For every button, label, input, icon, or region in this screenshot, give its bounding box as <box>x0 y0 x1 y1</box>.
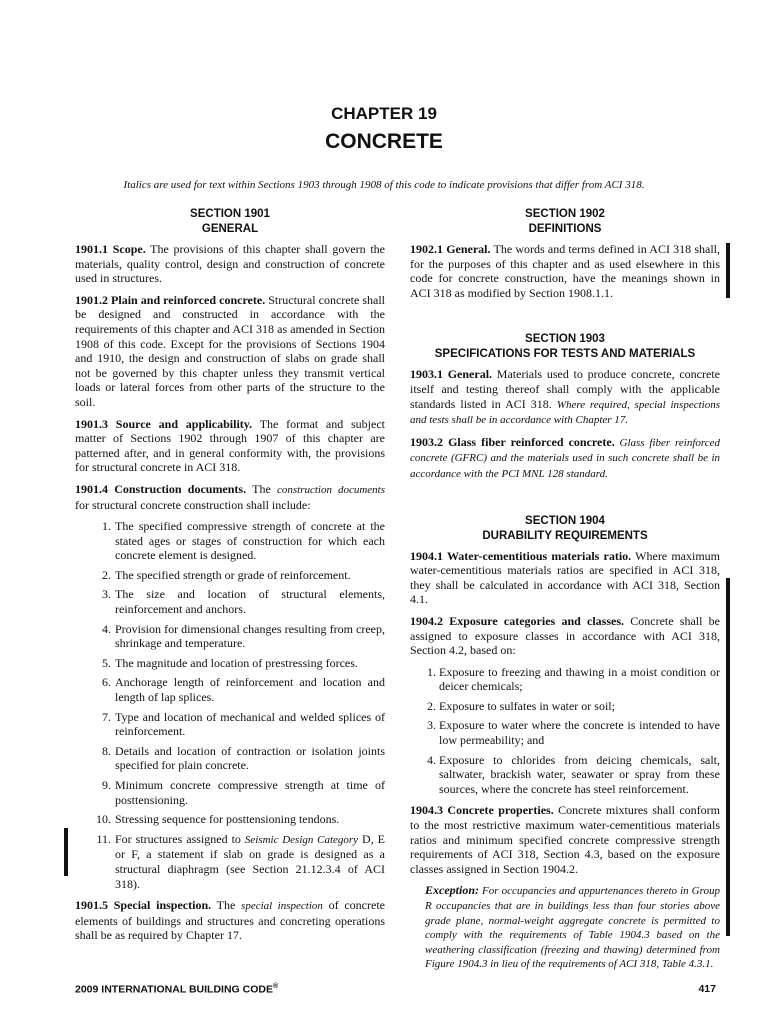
section-number: SECTION 1901 <box>190 208 270 220</box>
list-item <box>75 832 385 891</box>
list-text: For structures assigned to <box>115 831 245 846</box>
paragraph-1901-3 <box>75 417 385 475</box>
paragraph-body: The <box>211 898 242 913</box>
paragraph-1904-3 <box>410 803 720 876</box>
list-item <box>410 699 720 714</box>
section-1903-heading <box>410 332 720 362</box>
paragraph-1901-1 <box>75 242 385 286</box>
revision-bar <box>726 578 730 936</box>
section-1902-heading <box>410 207 720 237</box>
exception-heading: Exception: <box>425 883 479 898</box>
exception-body: For occupancies and appurtenances thereto in Group R occupancies that are in buildings less than four stories above grade plane, normal-weight aggregate concrete is permitted to comply with the requirements of Table 1904.3 based on the weathering classification (freezing and thawing) determined from Figure 1904.3 in lieu of the requirements of ACI 318, Table 4.3.1. <box>425 885 720 971</box>
list-text: Details and location of contraction or isolation joints specified for plain concrete. <box>115 743 385 773</box>
section-title: GENERAL <box>201 223 259 235</box>
paragraph-heading: 1903.1 General. <box>410 367 493 382</box>
list-number: 5. <box>102 655 111 670</box>
paragraph-heading: 1901.3 Source and applicability. <box>75 416 253 431</box>
paragraph-body: The provisions of this chapter shall govern the materials, quality control, design and construction of concrete used in structures. <box>75 242 386 286</box>
italic-text: Glass fiber reinforced concrete (GFRC) and the materials used in such concrete shall be in accordance with the PCI MNL 128 standard. <box>410 436 721 480</box>
list-text: Exposure to water where the concrete is intended to have low permeability; and <box>439 718 720 748</box>
section-1901-heading <box>75 207 385 237</box>
list-item <box>410 718 720 747</box>
list-number: 9. <box>102 778 111 792</box>
list-text: The magnitude and location of prestressing forces. <box>115 655 358 670</box>
footer-book-title <box>75 983 278 996</box>
section-number: SECTION 1904 <box>525 514 605 527</box>
list-text: The specified strength or grade of reinforcement. <box>115 567 351 582</box>
list-item <box>75 710 385 739</box>
list-text: Anchorage length of reinforcement and location and length of lap splices. <box>115 675 385 705</box>
chapter-title: CONCRETE <box>325 130 443 153</box>
paragraph-1902-1 <box>410 242 720 300</box>
chapter-number: CHAPTER 19 <box>331 104 437 123</box>
paragraph-body: Structural concrete shall be designed and constructed in accordance with the requirements of this chapter and ACI 318 as amended in Section 1908 of this code. Except for the provisions of Sections 1904 and 1910, the design and construction of slabs on grade shall not be governed by this chapter unless they transmit vertical loads or lateral forces from other parts of the structure to the soil. <box>75 292 385 409</box>
paragraph-body: Materials used to produce concrete, concrete itself and testing thereof shall comply with the applicable standards listed in ACI 318. <box>410 367 720 411</box>
italic-term: Seismic Design Category <box>244 833 359 846</box>
list-text: D, E or F, a statement if slab on grade is designed as a structural diaphragm (see Section 21.12.3.4 of ACI 318). <box>115 831 385 891</box>
list-text: Exposure to sulfates in water or soil; <box>439 698 615 713</box>
list-text: Stressing sequence for posttensioning tendons. <box>115 812 340 827</box>
section-title: SPECIFICATIONS FOR TESTS AND MATERIALS <box>434 348 696 361</box>
list-number: 6. <box>102 675 111 690</box>
list-text: Exposure to chlorides from deicing chemicals, salt, saltwater, brackish water, seawater or spray from these sources, where the concrete has steel reinforcement. <box>439 752 720 796</box>
spacer <box>410 307 720 332</box>
section-number: SECTION 1902 <box>525 208 605 220</box>
paragraph-1901-2 <box>75 293 385 410</box>
construction-documents-list <box>75 519 385 891</box>
list-number: 7. <box>102 709 111 724</box>
list-number: 3. <box>427 718 436 733</box>
spacer <box>410 489 720 514</box>
left-column <box>75 207 385 950</box>
paragraph-body: of concrete elements of buildings and structures and concreting operations shall be as required by Chapter 17. <box>75 898 385 943</box>
list-number: 3. <box>102 587 111 602</box>
paragraph-heading: 1904.1 Water-cementitious materials ratio. <box>410 548 632 563</box>
italic-term: special inspection <box>241 900 323 913</box>
list-item <box>75 519 385 563</box>
list-item <box>75 568 385 583</box>
list-item <box>410 665 720 694</box>
exposure-list <box>410 665 720 797</box>
list-item <box>75 622 385 651</box>
paragraph-heading: 1903.2 Glass fiber reinforced concrete. <box>410 434 615 449</box>
list-number: 2. <box>102 567 111 582</box>
paragraph-body: The <box>246 481 277 496</box>
section-title: DURABILITY REQUIREMENTS <box>482 529 648 542</box>
paragraph-body: Concrete mixtures shall conform to the most restrictive maximum water-cementitious materials ratios and minimum specified concrete compressive strength requirements of ACI 318, Section 4.3, based on the exposure classes assigned in Section 1904.2. <box>410 803 721 876</box>
list-item <box>75 587 385 616</box>
paragraph-heading: 1902.1 General. <box>410 242 491 256</box>
paragraph-1903-2 <box>410 435 720 482</box>
paragraph-heading: 1904.3 Concrete properties. <box>410 803 554 818</box>
paragraph-body: for structural concrete construction shall include: <box>75 497 311 512</box>
list-number: 8. <box>102 743 111 758</box>
paragraph-1903-1 <box>410 367 720 427</box>
exception-paragraph <box>410 883 720 972</box>
paragraph-heading: 1901.5 Special inspection. <box>75 898 212 913</box>
page-number: 417 <box>698 983 716 995</box>
list-text: Exposure to freezing and thawing in a moist condition or deicer chemicals; <box>439 664 720 694</box>
list-item <box>75 812 385 827</box>
paragraph-heading: 1901.2 Plain and reinforced concrete. <box>75 292 266 307</box>
registered-mark: ® <box>272 983 279 990</box>
list-number: 4. <box>427 752 436 767</box>
paragraph-1901-4 <box>75 482 385 512</box>
list-number: 1. <box>427 664 436 679</box>
revision-bar <box>726 243 730 298</box>
footer-title-text: 2009 INTERNATIONAL BUILDING CODE <box>75 983 273 996</box>
paragraph-body: Where maximum water-cementitious materials ratios are specified in ACI 318, they shall be calculated in accordance with ACI 318, Section 4.1. <box>410 548 720 607</box>
paragraph-1904-1 <box>410 549 720 607</box>
list-text: The size and location of structural elements, reinforcement and anchors. <box>115 587 385 617</box>
list-number: 4. <box>102 621 111 636</box>
list-item <box>75 778 385 807</box>
revision-bar <box>64 828 68 876</box>
list-item <box>75 675 385 704</box>
list-text: The specified compressive strength of concrete at the stated ages or stages of construction for which each concrete element is designed. <box>115 519 385 563</box>
right-column <box>410 207 720 979</box>
list-number: 10. <box>96 812 111 827</box>
section-number: SECTION 1903 <box>525 333 605 346</box>
paragraph-1901-5 <box>75 898 385 943</box>
list-text: Type and location of mechanical and welded splices of reinforcement. <box>115 709 385 739</box>
list-number: 1. <box>102 519 111 534</box>
italic-term: construction documents <box>276 483 385 496</box>
italics-note: Italics are used for text within Sections 1903 through 1908 of this code to indicate provisions that differ from ACI 318. <box>123 179 645 191</box>
paragraph-body: Concrete shall be assigned to exposure classes in accordance with ACI 318, Section 4.2, based on: <box>410 613 720 658</box>
list-text: Minimum concrete compressive strength at time of posttensioning. <box>115 778 385 807</box>
italic-text: Where required, special inspections and tests shall be in accordance with Chapter 17. <box>410 398 720 427</box>
paragraph-body: The words and terms defined in ACI 318 shall, for the purposes of this chapter and as used elsewhere in this code for concrete construction, have the meanings shown in ACI 318 as modified by Section 1908.1.1. <box>410 242 720 300</box>
paragraph-body: The format and subject matter of Sections 1902 through 1907 of this chapter are patterned after, and in general conformity with, the provisions for structural concrete in ACI 318. <box>75 416 385 475</box>
list-item <box>75 744 385 773</box>
paragraph-heading: 1904.2 Exposure categories and classes. <box>410 613 625 628</box>
list-number: 2. <box>427 698 436 713</box>
paragraph-heading: 1901.4 Construction documents. <box>75 481 247 496</box>
section-1904-heading <box>410 514 720 544</box>
paragraph-1904-2 <box>410 614 720 658</box>
list-item <box>75 656 385 671</box>
section-title: DEFINITIONS <box>528 223 602 235</box>
list-number: 11. <box>96 831 111 846</box>
paragraph-heading: 1901.1 Scope. <box>75 242 146 256</box>
list-item <box>410 753 720 797</box>
list-text: Provision for dimensional changes resulting from creep, shrinkage and temperature. <box>115 621 385 651</box>
